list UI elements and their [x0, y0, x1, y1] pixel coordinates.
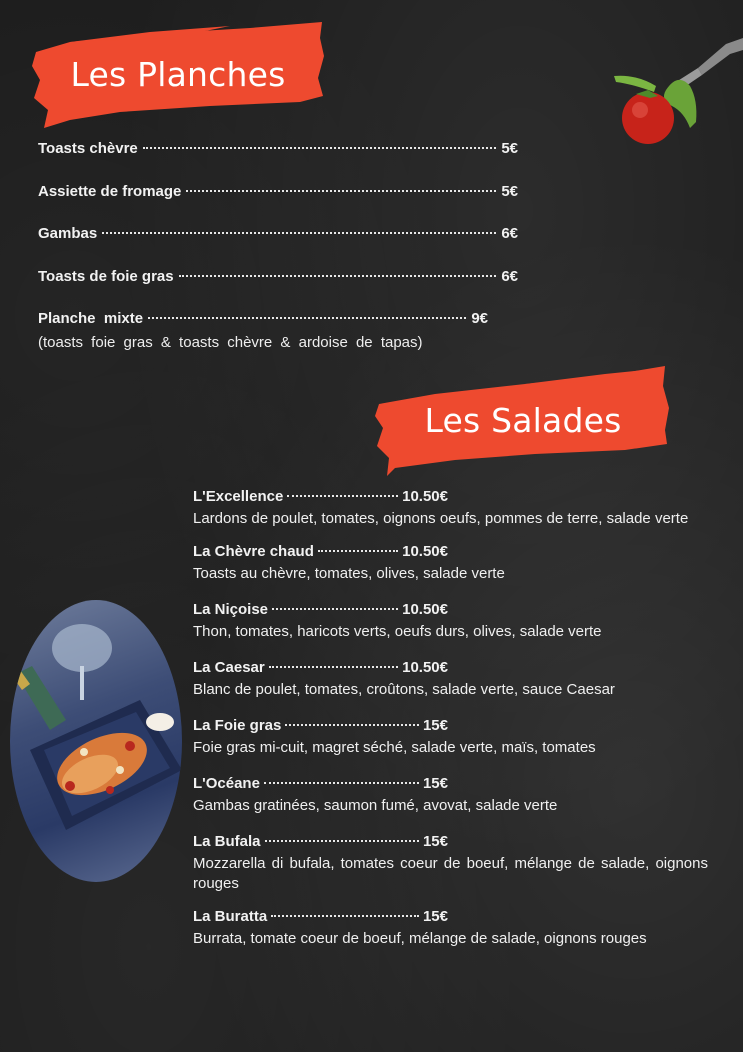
item-price: 15€ [422, 717, 448, 734]
menu-item [38, 225, 518, 247]
item-description: Toasts au chèvre, tomates, olives, salade verte [193, 565, 505, 582]
menu-item [38, 268, 518, 290]
dot-leader [318, 550, 398, 552]
item-price: 10.50€ [402, 601, 448, 618]
item-header [193, 833, 448, 854]
section-title-planches [30, 18, 326, 130]
item-note: (toasts foie gras & toasts chèvre & ardoise de tapas) [38, 334, 423, 351]
menu-item [193, 833, 708, 894]
salad-plate-photo [10, 600, 182, 882]
item-header [193, 717, 448, 738]
item-price: 15€ [422, 833, 448, 850]
item-name: La Niçoise [193, 601, 269, 618]
item-price: 10.50€ [402, 659, 448, 676]
item-header [193, 659, 448, 680]
item-description: Gambas gratinées, saumon fumé, avovat, salade verte [193, 797, 558, 814]
dot-leader [179, 275, 497, 277]
item-name: La Foie gras [193, 717, 282, 734]
planches-list [38, 140, 518, 351]
menu-item [193, 659, 708, 700]
dot-leader [271, 915, 419, 917]
item-name: Toasts de foie gras [38, 267, 174, 285]
item-description: Burrata, tomate coeur de boeuf, mélange de salade, oignons rouges [193, 930, 647, 947]
dot-leader [269, 666, 398, 668]
menu-item [38, 140, 518, 162]
item-name: L'Océane [193, 775, 260, 792]
item-name: Toasts chèvre [38, 140, 138, 157]
item-description: Blanc de poulet, tomates, croûtons, salade verte, sauce Caesar [193, 681, 615, 698]
dot-leader [148, 317, 466, 319]
item-description: Mozzarella di bufala, tomates coeur de boeuf, mélange de salade, oignons rouges [193, 855, 708, 892]
item-name: La Buratta [193, 908, 268, 925]
menu-item [38, 310, 488, 332]
menu-item [193, 488, 708, 529]
menu-item [193, 775, 708, 816]
item-description: Foie gras mi-cuit, magret séché, salade verte, maïs, tomates [193, 739, 596, 756]
dot-leader [287, 495, 398, 497]
item-description: Lardons de poulet, tomates, oignons oeufs, pommes de terre, salade verte [193, 510, 689, 527]
menu-item [193, 601, 708, 642]
dot-leader [264, 782, 419, 784]
section-title-text: Les Salades [424, 400, 622, 440]
item-name: Gambas [38, 225, 98, 242]
item-price: 10.50€ [402, 488, 448, 505]
dot-leader [143, 147, 497, 149]
item-name: La Bufala [193, 833, 261, 850]
dot-leader [285, 724, 419, 726]
item-description: Thon, tomates, haricots verts, oeufs durs, olives, salade verte [193, 623, 602, 640]
item-price: 6€ [501, 267, 518, 285]
section-title-text: Les Planches [70, 54, 286, 94]
item-price: 5€ [501, 140, 518, 157]
item-price: 6€ [501, 225, 518, 242]
menu-item [193, 543, 708, 584]
item-price: 9€ [471, 310, 488, 327]
item-price: 10.50€ [402, 543, 448, 560]
item-name: Planche mixte [38, 310, 144, 327]
menu-item [193, 908, 708, 949]
item-name: L'Excellence [193, 488, 284, 505]
salades-list [193, 488, 708, 963]
item-header [193, 908, 448, 929]
dot-leader [102, 232, 496, 234]
item-name: La Chèvre chaud [193, 543, 314, 560]
dot-leader [272, 608, 398, 610]
dot-leader [186, 190, 496, 192]
menu-item [193, 717, 708, 758]
menu-item [38, 183, 518, 205]
item-price: 15€ [422, 775, 448, 792]
item-price: 5€ [501, 182, 518, 200]
dot-leader [265, 840, 419, 842]
item-header [193, 601, 448, 622]
tomato-fork-icon [606, 20, 743, 150]
item-header [193, 775, 448, 796]
item-header [193, 488, 448, 509]
item-header [193, 543, 448, 564]
item-price: 15€ [422, 908, 448, 925]
item-name: Assiette de fromage [38, 182, 182, 200]
item-name: La Caesar [193, 659, 265, 676]
section-title-salades [375, 364, 671, 476]
